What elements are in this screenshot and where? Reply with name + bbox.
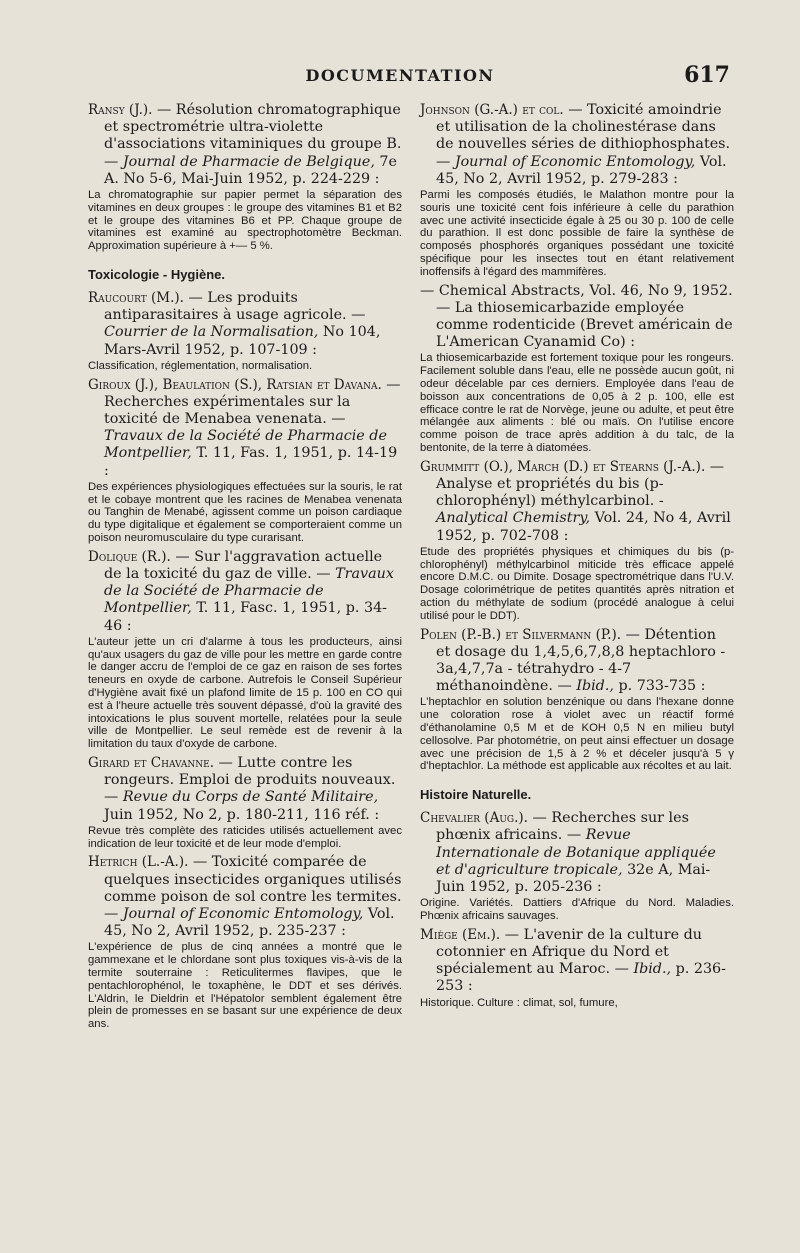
entry-abstract: Origine. Variétés. Dattiers d'Afrique du Nord. Maladies. Phœnix africains sauvages.	[420, 897, 734, 922]
entry-details: No 104, Mars-Avril 1952, p. 107-109 :	[104, 324, 381, 358]
entry-title: — Lutte contre les rongeurs. Emploi de produits nouveaux. —	[104, 755, 396, 806]
bibliography-entry	[420, 283, 734, 455]
entry-abstract: Classification, réglementation, normalisation.	[88, 359, 313, 372]
entry-details: Vol. 45, No 2, Avril 1952, p. 235-237 :	[104, 906, 395, 940]
entry-abstract: Des expériences physiologiques effectuées sur la souris, le rat et le cobaye montrent que les racines de Menabea venenata ou Tanghin de Menabé, agissent comme un poison cardiaque du type digitalique et également se comporteraient comme un poison neuromusculaire du type curarisant.	[88, 480, 402, 545]
entry-abstract: Revue très complète des raticides utilisés actuellement avec indication de leur toxicité et de leur mode d'emploi.	[88, 824, 402, 850]
bibliography-entry	[88, 755, 402, 850]
entry-journal: Revue Internationale de Botanique appliquée et d'agriculture tropicale,	[436, 827, 716, 878]
section-heading: Histoire Naturelle.	[420, 787, 532, 803]
running-title: DOCUMENTATION	[305, 66, 495, 85]
entry-author: Giroux (J.), Beaulation (S.), Ratsian et Davana.	[88, 376, 382, 393]
section-heading: Toxicologie - Hygiène.	[88, 267, 226, 282]
entry-reference	[88, 549, 402, 635]
entry-author: Girard et Chavanne.	[88, 755, 214, 771]
entry-journal: Ibid.,	[576, 678, 614, 695]
bibliography-entry	[420, 810, 734, 923]
entry-reference	[420, 102, 734, 188]
entry-title: — Analyse et propriétés du bis (p-chlorophényl) méthylcarbinol. -	[436, 458, 725, 510]
entry-abstract: La chromatographie sur papier permet la séparation des vitamines en deux groupes : le groupe des vitamines B1 et B2 et le groupe des vitamines B6 et PP. Chaque groupe de vitamines est examiné au spectrophotomètre Beckman. Approximation supérieure à +— 5 %.	[88, 189, 402, 253]
left-column	[88, 102, 402, 1035]
entry-title: — Recherches sur les phœnix africains. —	[436, 810, 689, 844]
entry-reference	[88, 377, 402, 480]
entry-details: T. 11, Fasc. 1, 1951, p. 34-46 :	[104, 600, 387, 634]
entry-abstract: Parmi les composés étudiés, le Malathon montre pour la souris une toxicité cent fois inférieure à celle du parathion avec une activité insecticide égale à 25 ou 30 p. 100 de celle du parathion. Il est donc possible de faire la synthèse de composés phosphorés organiques possédant une toxicité spécifique pour les insectes tout en étant relativement inoffensifs à l'égard des mammifères.	[420, 189, 734, 278]
bibliography-entry	[88, 102, 402, 253]
entry-author: Hetrich (L.-A.).	[88, 854, 189, 871]
entry-title: — Détention et dosage du 1,4,5,6,7,8,8 heptachloro - 3a,4,7,7a - tétrahydro - 4-7 méthanoindène. —	[436, 626, 726, 695]
bibliography-entry	[420, 927, 734, 1010]
entry-details: Juin 1952, No 2, p. 180-211, 116 réf. :	[104, 806, 380, 823]
entry-abstract: L'auteur jette un cri d'alarme à tous les producteurs, ainsi qu'aux usagers du gaz de ville pour les mettre en garde contre le danger accru de l'emploi de ce gaz en raison de ses fortes teneurs en oxyde de carbone. Autrefois le Conseil Supérieur d'Hygiène avait fixé un plafond limite de 15 p. 100 en CO qui est à l'heure actuelle très souvent dépassé, d'où la gravité des intoxications le plus souvent mortelle, relatées pour la seule ville de Montpellier. Le seul remède est de revenir à la limitation du taux d'oxyde de carbone.	[88, 635, 402, 751]
entry-details: T. 11, Fas. 1, 1951, p. 14-19 :	[104, 445, 398, 479]
entry-reference	[420, 459, 734, 545]
page-header	[0, 62, 800, 92]
entry-journal: Journal de Pharmacie de Belgique,	[122, 153, 375, 170]
entry-reference	[88, 290, 402, 359]
bibliography-entry	[88, 377, 402, 545]
entry-journal: Revue du Corps de Santé Militaire,	[122, 789, 379, 806]
entry-author: Grummitt (O.), March (D.) et Stearns (J.-A.).	[420, 458, 706, 475]
entry-abstract: L'expérience de plus de cinq années a montré que le gammexane et le chlordane sont plus toxiques vis-à-vis de la termite souterraine : Reticulitermes flavipes, que le pentachlorophénol, le toxaphène, le DDT et ses dérivés. L'Aldrin, le Dieldrin et l'Hépatolor semblent également être plein de promesses en se basant sur une expérience de deux ans.	[88, 941, 402, 1031]
entry-title: — Sur l'aggravation actuelle de la toxicité du gaz de ville. —	[104, 548, 383, 583]
bibliography-entry	[420, 627, 734, 774]
entry-details: Vol. 24, No 4, Avril 1952, p. 702-708 :	[436, 510, 731, 544]
entry-journal: Travaux de la Société de Pharmacie de Montpellier,	[104, 428, 387, 462]
entry-abstract: Etude des propriétés physiques et chimiques du bis (p-chlorophényl) méthylcarbinol miticide très efficace appelé encore D.M.C. ou Dimite. Dosage spectrométrique dans l'U.V. Dosage colorimétrique de petites quantités après nitration et action du méthylate de sodium (procédé analogue à celui utilisé pour le DDT).	[420, 545, 734, 622]
bibliography-entry	[88, 549, 402, 751]
entry-reference	[420, 627, 734, 696]
entry-reference	[88, 755, 402, 824]
entry-details: 7e A. No 5-6, Mai-Juin 1952, p. 224-229 :	[104, 153, 397, 187]
entry-abstract: Historique. Culture : climat, sol, fumure,	[420, 996, 618, 1009]
entry-author: Polen (P.-B.) et Silvermann (P.).	[420, 626, 622, 643]
entry-author: Chevalier (Aug.).	[420, 810, 528, 827]
entry-details: p. 236-253 :	[436, 961, 726, 995]
entry-author: Johnson (G.-A.) et col.	[420, 102, 564, 118]
entry-reference	[88, 854, 402, 940]
entry-author: Dolique (R.).	[88, 548, 171, 565]
entry-journal: Journal of Economic Entomology,	[454, 153, 696, 170]
entry-reference	[420, 810, 734, 896]
entry-author: Ransy (J.).	[88, 102, 153, 118]
entry-details: 32e A, Mai-Juin 1952, p. 205-236 :	[436, 861, 711, 895]
entry-title: — Toxicité amoindrie et utilisation de la cholinestérase dans de nouvelles séries de dithiophosphates. —	[436, 102, 731, 170]
entry-title: — Résolution chromatographique et spectrométrie ultra-violette d'associations vitaminiques du groupe B. —	[104, 102, 402, 170]
entry-author: Miège (Em.).	[420, 926, 501, 943]
entry-title: — Les produits antiparasitaires à usage agricole. —	[104, 290, 366, 324]
entry-abstract: L'heptachlor en solution benzénique ou dans l'hexane donne une coloration rose à violet avec un réactif formé d'éthanolamine 0,5 M et de KOH 0,5 N en milieu butyl cellosolve. Par photométrie, on peut ainsi effectuer un dosage avec une précision de 1,5 à 2 % et déceler jusqu'à 5 γ d'heptachlor. La méthode est applicable aux récoltes et au lait.	[420, 696, 734, 773]
entry-title: — L'avenir de la culture du cotonnier en Afrique du Nord et spécialement au Maroc. —	[436, 926, 702, 978]
entry-title: — Toxicité comparée de quelques insecticides organiques utilisés comme poison de sol contre les termites. —	[104, 854, 402, 923]
entry-journal: Travaux de la Société de Pharmacie de Montpellier,	[104, 566, 394, 617]
entry-details: Vol. 45, No 2, Avril 1952, p. 279-283 :	[436, 153, 727, 187]
entry-journal: Courrier de la Normalisation,	[104, 324, 319, 341]
entry-reference	[420, 283, 734, 352]
entry-details: p. 733-735 :	[618, 678, 706, 695]
entry-title: — Recherches expérimentales sur la toxicité de Menabea venenata. —	[104, 376, 401, 428]
bibliography-entry	[88, 854, 402, 1031]
entry-journal: Ibid.,	[633, 961, 672, 978]
bibliography-entry	[420, 102, 734, 279]
entry-abstract: La thiosemicarbazide est fortement toxique pour les rongeurs. Facilement soluble dans l'eau, elle ne possède aucun goût, ni odeur décelable par ces derniers. Employée dans l'eau de boisson aux concentrations de 0,05 à 2 p. 100, elle est efficace contre le rat de Norvège, jeune ou adulte, et peut être mélangée aux aliments : blé ou maïs. On l'utilise encore comme poison de trace après addition à du talc, de la bentonite, de la terre à diatomées.	[420, 352, 734, 454]
entry-reference	[420, 927, 734, 996]
bibliography-entry	[420, 459, 734, 623]
entry-journal: Journal of Economic Entomology,	[122, 906, 364, 923]
bibliography-entry	[88, 290, 402, 373]
entry-author: Raucourt (M.).	[88, 290, 184, 306]
entry-journal: Analytical Chemistry,	[436, 510, 591, 527]
page-number: 617	[684, 62, 730, 88]
right-column	[420, 102, 734, 1013]
entry-reference	[88, 102, 402, 188]
entry-title: — Chemical Abstracts, Vol. 46, No 9, 1952. — La thiosemicarbazide employée comme rodenticide (Brevet américain de L'American Cyanamid Co) :	[420, 282, 733, 351]
